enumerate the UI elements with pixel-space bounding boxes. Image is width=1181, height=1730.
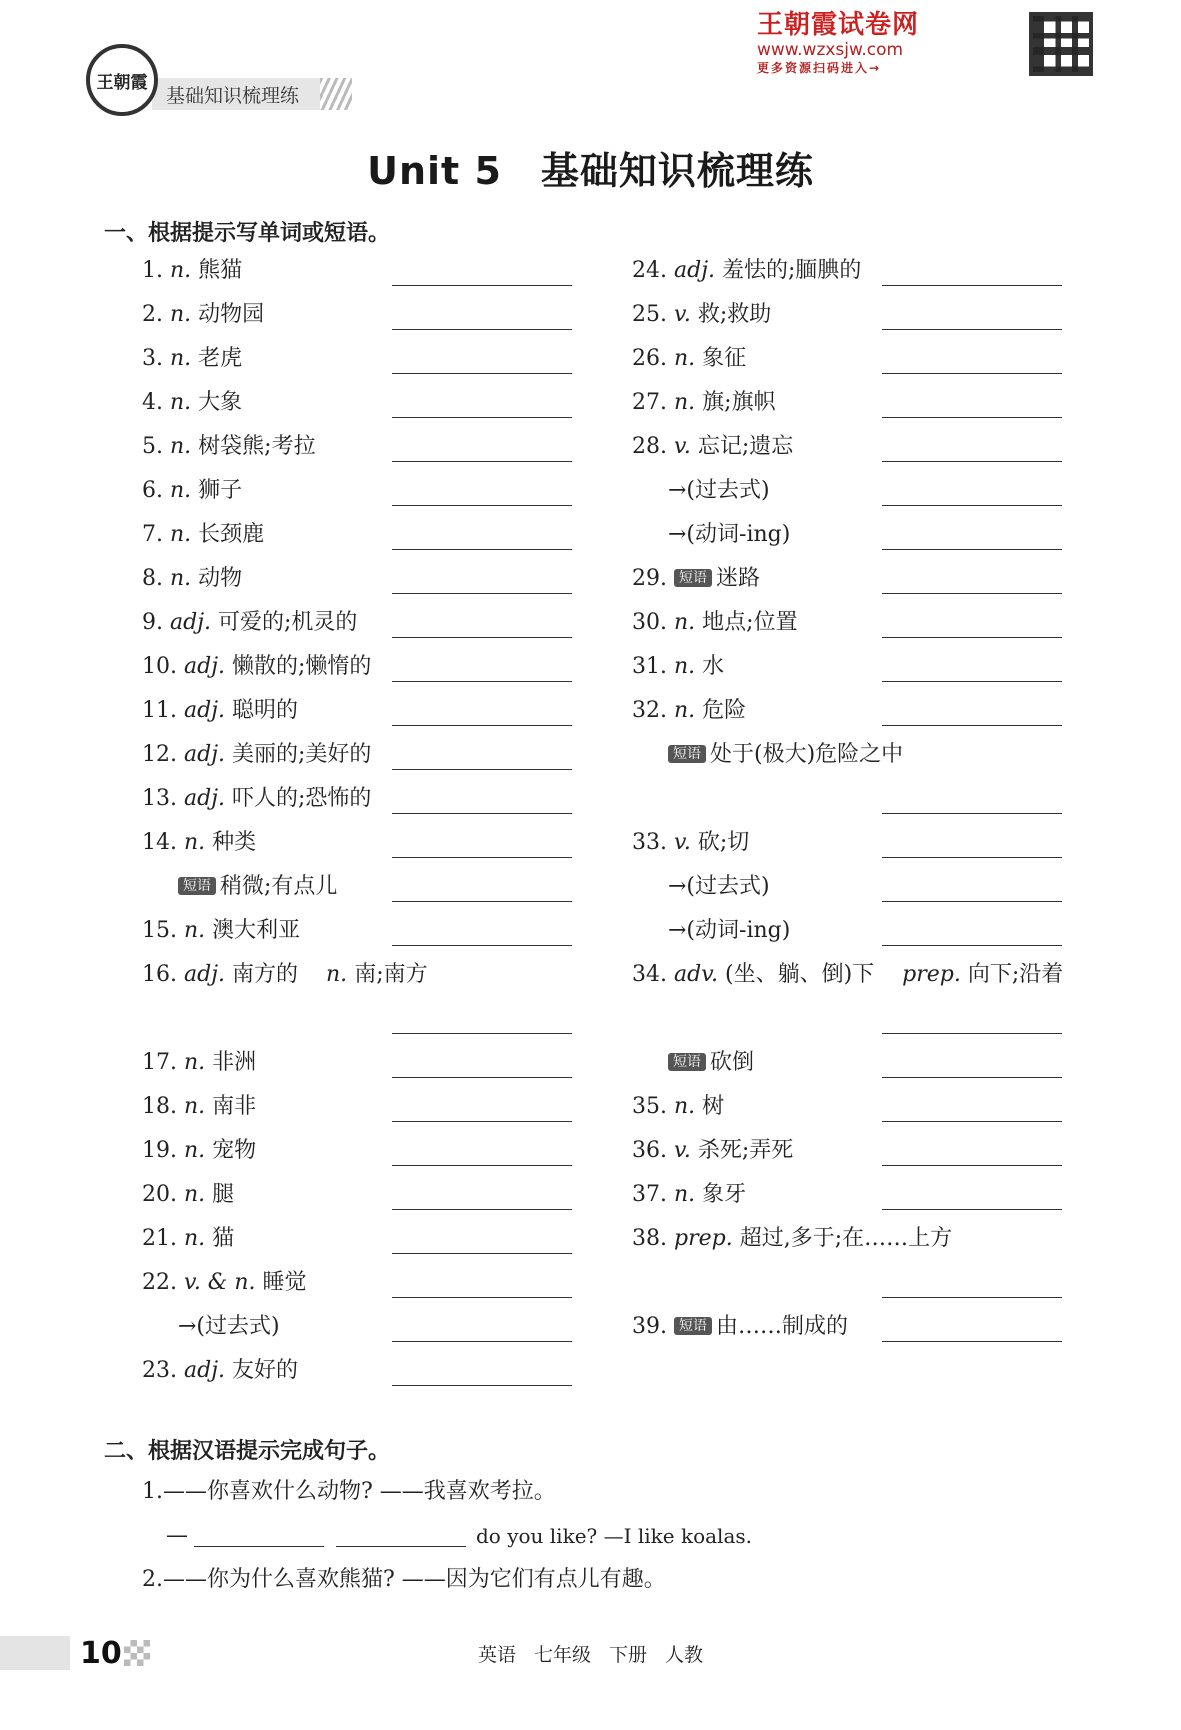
- answer-blank[interactable]: [392, 637, 572, 638]
- answer-blank[interactable]: [882, 1077, 1062, 1078]
- item-hint: 吓人的;恐怖的: [232, 786, 372, 811]
- answer-blank[interactable]: [882, 329, 1062, 330]
- part-of-speech: n.: [674, 346, 696, 371]
- item-number: 23.: [142, 1358, 177, 1383]
- q1-number: 1.: [142, 1479, 163, 1504]
- answer-blank[interactable]: [882, 1341, 1062, 1342]
- answer-blank[interactable]: [882, 813, 1062, 814]
- part-of-speech: v.: [674, 830, 691, 855]
- right-item: [668, 477, 770, 505]
- answer-blank[interactable]: [392, 549, 572, 550]
- answer-blank[interactable]: [392, 769, 572, 770]
- left-item: [142, 917, 300, 945]
- answer-blank[interactable]: [882, 637, 1062, 638]
- item-number: 32.: [632, 698, 667, 723]
- answer-blank[interactable]: [882, 417, 1062, 418]
- answer-blank[interactable]: [392, 417, 572, 418]
- section2-q2: [142, 1566, 666, 1594]
- item-hint: 由……制成的: [716, 1314, 849, 1339]
- answer-blank[interactable]: [392, 945, 572, 946]
- part-of-speech: v. & n.: [184, 1270, 256, 1295]
- left-item: [142, 653, 371, 681]
- item-hint: 超过,多于;在……上方: [739, 1226, 953, 1251]
- left-item: [142, 1357, 298, 1385]
- part-of-speech-2: prep.: [902, 962, 961, 987]
- part-of-speech: adj.: [170, 610, 212, 635]
- item-number: 25.: [632, 302, 667, 327]
- left-item: [142, 961, 428, 989]
- item-number: 21.: [142, 1226, 177, 1251]
- right-item: [668, 917, 790, 945]
- part-of-speech: n.: [674, 390, 696, 415]
- item-number: 22.: [142, 1270, 177, 1295]
- q2-number: 2.: [142, 1567, 163, 1592]
- item-hint: 狮子: [198, 478, 243, 503]
- item-hint: 危险: [702, 698, 747, 723]
- answer-blank[interactable]: [882, 1121, 1062, 1122]
- item-number: 35.: [632, 1094, 667, 1119]
- item-hint: 忘记;遗忘: [697, 434, 794, 459]
- part-of-speech: n.: [184, 830, 206, 855]
- answer-blank[interactable]: [882, 857, 1062, 858]
- left-item: [142, 345, 242, 373]
- q1-prompt: ——你喜欢什么动物? ——我喜欢考拉。: [163, 1479, 556, 1504]
- left-item: [142, 1093, 256, 1121]
- item-hint: 聪明的: [232, 698, 299, 723]
- item-hint: 睡觉: [262, 1270, 307, 1295]
- answer-blank[interactable]: [392, 285, 572, 286]
- item-hint: →(过去式): [178, 1314, 280, 1339]
- left-item: [142, 1181, 234, 1209]
- left-item: [142, 257, 242, 285]
- part-of-speech: n.: [170, 302, 192, 327]
- answer-blank[interactable]: [392, 1385, 572, 1386]
- item-hint: 树: [702, 1094, 725, 1119]
- item-hint: 迷路: [716, 566, 761, 591]
- footer-book-info: 英语 七年级 下册 人教: [477, 1644, 704, 1666]
- left-item: [142, 389, 242, 417]
- logo-text: 王朝霞: [96, 72, 148, 93]
- item-number: 31.: [632, 654, 667, 679]
- item-hint: (坐、躺、倒)下: [725, 962, 875, 987]
- part-of-speech: n.: [184, 1050, 206, 1075]
- part-of-speech: n.: [674, 1094, 696, 1119]
- item-number: 11.: [142, 698, 177, 723]
- item-hint: 水: [702, 654, 725, 679]
- brand-url[interactable]: www.wzxsjw.com: [756, 40, 904, 60]
- q2-prompt: ——你为什么喜欢熊猫? ——因为它们有点儿有趣。: [163, 1567, 666, 1592]
- qr-code-icon[interactable]: [1029, 12, 1093, 76]
- item-hint: 旗;旗帜: [702, 390, 776, 415]
- answer-blank[interactable]: [882, 373, 1062, 374]
- part-of-speech: n.: [184, 1094, 206, 1119]
- phrase-tag: 短语: [178, 877, 216, 895]
- item-number: 37.: [632, 1182, 667, 1207]
- part-of-speech: prep.: [674, 1226, 733, 1251]
- right-item: [632, 1225, 952, 1253]
- section1-heading: 一、根据提示写单词或短语。: [104, 221, 391, 246]
- publisher-logo: [86, 44, 158, 116]
- item-hint: 地点;位置: [702, 610, 798, 635]
- item-hint: →(过去式): [668, 874, 770, 899]
- left-item: [142, 521, 264, 549]
- answer-blank[interactable]: [882, 1209, 1062, 1210]
- item-hint: 象征: [702, 346, 747, 371]
- part-of-speech: n.: [170, 346, 192, 371]
- answer-blank[interactable]: [882, 285, 1062, 286]
- item-number: 10.: [142, 654, 177, 679]
- answer-blank[interactable]: [392, 1033, 572, 1034]
- answer-blank[interactable]: [392, 1209, 572, 1210]
- right-item: [632, 829, 749, 857]
- item-number: 36.: [632, 1138, 667, 1163]
- item-hint: 猫: [212, 1226, 235, 1251]
- answer-blank[interactable]: [392, 593, 572, 594]
- item-number: 30.: [632, 610, 667, 635]
- brand-block: [757, 10, 919, 76]
- left-item: [178, 1313, 280, 1341]
- q1-dash: —: [166, 1523, 188, 1548]
- part-of-speech: n.: [184, 1226, 206, 1251]
- item-hint: 动物: [198, 566, 243, 591]
- item-hint: 友好的: [232, 1358, 299, 1383]
- part-of-speech: adj.: [184, 1358, 226, 1383]
- item-hint: 砍;切: [697, 830, 750, 855]
- q1-blank-2[interactable]: [336, 1546, 466, 1547]
- right-item: [668, 873, 770, 901]
- page-title: Unit 5 基础知识梳理练: [367, 149, 814, 193]
- answer-blank[interactable]: [882, 725, 1062, 726]
- answer-blank[interactable]: [392, 373, 572, 374]
- right-item: [668, 741, 903, 769]
- answer-blank[interactable]: [392, 1297, 572, 1298]
- item-number: 3.: [142, 346, 163, 371]
- right-item: [632, 1137, 793, 1165]
- answer-blank[interactable]: [882, 1165, 1062, 1166]
- item-number: 24.: [632, 258, 667, 283]
- answer-blank[interactable]: [882, 505, 1062, 506]
- item-hint: 澳大利亚: [212, 918, 301, 943]
- item-number: 20.: [142, 1182, 177, 1207]
- part-of-speech: n.: [674, 1182, 696, 1207]
- q1-english-line: do you like? —I like koalas.: [476, 1524, 752, 1548]
- answer-blank[interactable]: [882, 1033, 1062, 1034]
- answer-blank[interactable]: [882, 593, 1062, 594]
- answer-blank[interactable]: [392, 1077, 572, 1078]
- item-hint: 象牙: [702, 1182, 747, 1207]
- header-tab-label: 基础知识梳理练: [166, 84, 300, 107]
- brand-name: 王朝霞试卷网: [756, 10, 919, 40]
- right-item: [632, 653, 724, 681]
- right-item: [632, 301, 771, 329]
- item-hint: 动物园: [198, 302, 265, 327]
- right-item: [632, 1181, 746, 1209]
- item-number: 17.: [142, 1050, 177, 1075]
- brand-slogan: 更多资源扫码进入→: [756, 61, 882, 75]
- item-hint: →(过去式): [668, 478, 770, 503]
- right-item: [632, 389, 776, 417]
- part-of-speech: v.: [674, 434, 691, 459]
- item-number: 16.: [142, 962, 177, 987]
- item-hint-2: 向下;沿着: [967, 962, 1064, 987]
- item-hint: 可爱的;机灵的: [218, 610, 358, 635]
- left-item: [142, 477, 242, 505]
- right-item: [632, 1313, 848, 1341]
- right-item: [632, 609, 798, 637]
- item-number: 8.: [142, 566, 163, 591]
- item-number: 1.: [142, 258, 163, 283]
- answer-blank[interactable]: [392, 813, 572, 814]
- part-of-speech: n.: [184, 918, 206, 943]
- part-of-speech: v.: [674, 302, 691, 327]
- left-item: [142, 301, 264, 329]
- item-hint: 处于(极大)危险之中: [710, 742, 904, 767]
- part-of-speech: adv.: [674, 962, 719, 987]
- right-item: [632, 257, 861, 285]
- left-item: [142, 1049, 256, 1077]
- left-item: [142, 785, 371, 813]
- item-number: 13.: [142, 786, 177, 811]
- item-hint: 非洲: [212, 1050, 257, 1075]
- answer-blank[interactable]: [392, 1165, 572, 1166]
- item-number: 28.: [632, 434, 667, 459]
- answer-blank[interactable]: [882, 461, 1062, 462]
- item-number: 18.: [142, 1094, 177, 1119]
- left-item: [142, 609, 357, 637]
- left-item: [142, 565, 242, 593]
- part-of-speech: v.: [674, 1138, 691, 1163]
- item-number: 15.: [142, 918, 177, 943]
- item-hint: 树袋熊;考拉: [198, 434, 316, 459]
- part-of-speech: adj.: [184, 654, 226, 679]
- item-number: 34.: [632, 962, 667, 987]
- left-item: [142, 1225, 234, 1253]
- part-of-speech: n.: [170, 478, 192, 503]
- part-of-speech-2: n.: [326, 962, 348, 987]
- right-item: [632, 1093, 724, 1121]
- item-hint: 砍倒: [710, 1050, 755, 1075]
- right-item: [668, 521, 790, 549]
- right-item: [668, 1049, 754, 1077]
- item-hint: 种类: [212, 830, 257, 855]
- item-number: 14.: [142, 830, 177, 855]
- item-hint: 老虎: [198, 346, 243, 371]
- page-number: 10: [80, 1636, 122, 1671]
- item-hint: 稍微;有点儿: [220, 874, 338, 899]
- part-of-speech: adj.: [184, 786, 226, 811]
- phrase-tag: 短语: [674, 569, 712, 587]
- item-hint: 美丽的;美好的: [232, 742, 372, 767]
- answer-blank[interactable]: [882, 549, 1062, 550]
- answer-blank[interactable]: [392, 681, 572, 682]
- part-of-speech: n.: [184, 1138, 206, 1163]
- part-of-speech: n.: [170, 258, 192, 283]
- part-of-speech: n.: [674, 698, 696, 723]
- right-item: [632, 345, 746, 373]
- right-item: [632, 961, 1063, 989]
- item-number: 5.: [142, 434, 163, 459]
- answer-blank[interactable]: [392, 1341, 572, 1342]
- header-stripes-decoration: [320, 78, 352, 110]
- item-number: 12.: [142, 742, 177, 767]
- item-number: 39.: [632, 1314, 667, 1339]
- answer-blank[interactable]: [392, 1121, 572, 1122]
- item-hint: 长颈鹿: [198, 522, 265, 547]
- part-of-speech: n.: [184, 1182, 206, 1207]
- part-of-speech: n.: [674, 610, 696, 635]
- right-item: [632, 433, 793, 461]
- answer-blank[interactable]: [882, 1297, 1062, 1298]
- item-hint: 大象: [198, 390, 243, 415]
- answer-blank[interactable]: [392, 725, 572, 726]
- part-of-speech: adj.: [674, 258, 716, 283]
- item-hint: →(动词-ing): [668, 918, 791, 943]
- phrase-tag: 短语: [674, 1317, 712, 1335]
- item-number: 6.: [142, 478, 163, 503]
- left-item: [142, 697, 298, 725]
- answer-blank[interactable]: [392, 1253, 572, 1254]
- part-of-speech: n.: [170, 566, 192, 591]
- left-item: [142, 433, 316, 461]
- answer-blank[interactable]: [882, 681, 1062, 682]
- part-of-speech: n.: [170, 434, 192, 459]
- item-number: 27.: [632, 390, 667, 415]
- part-of-speech: adj.: [184, 742, 226, 767]
- answer-blank[interactable]: [392, 857, 572, 858]
- left-item: [178, 873, 337, 901]
- item-number: 4.: [142, 390, 163, 415]
- left-item: [142, 1269, 307, 1297]
- item-number: 7.: [142, 522, 163, 547]
- item-hint: →(动词-ing): [668, 522, 791, 547]
- item-hint: 羞怯的;腼腆的: [722, 258, 862, 283]
- answer-blank[interactable]: [882, 945, 1062, 946]
- item-number: 38.: [632, 1226, 667, 1251]
- answer-blank[interactable]: [882, 901, 1062, 902]
- part-of-speech: adj.: [184, 962, 226, 987]
- left-item: [142, 1137, 256, 1165]
- item-hint: 宠物: [212, 1138, 257, 1163]
- answer-blank[interactable]: [392, 505, 572, 506]
- item-number: 19.: [142, 1138, 177, 1163]
- item-number: 26.: [632, 346, 667, 371]
- phrase-tag: 短语: [668, 745, 706, 763]
- part-of-speech: n.: [170, 522, 192, 547]
- answer-blank[interactable]: [392, 461, 572, 462]
- answer-blank[interactable]: [392, 901, 572, 902]
- right-item: [632, 697, 746, 725]
- item-number: 2.: [142, 302, 163, 327]
- right-item: [632, 565, 760, 593]
- item-number: 9.: [142, 610, 163, 635]
- item-number: 29.: [632, 566, 667, 591]
- item-number: 33.: [632, 830, 667, 855]
- section2-heading: 二、根据汉语提示完成句子。: [104, 1439, 391, 1464]
- part-of-speech: n.: [170, 390, 192, 415]
- left-item: [142, 741, 371, 769]
- item-hint: 腿: [212, 1182, 235, 1207]
- part-of-speech: adj.: [184, 698, 226, 723]
- q1-blank-1[interactable]: [194, 1546, 324, 1547]
- section2-q1: [142, 1478, 556, 1506]
- item-hint: 救;救助: [697, 302, 772, 327]
- answer-blank[interactable]: [392, 329, 572, 330]
- item-hint: 杀死;弄死: [697, 1138, 794, 1163]
- item-hint: 南方的: [232, 962, 299, 987]
- part-of-speech: n.: [674, 654, 696, 679]
- item-hint: 南非: [212, 1094, 257, 1119]
- phrase-tag: 短语: [668, 1053, 706, 1071]
- item-hint: 懒散的;懒惰的: [232, 654, 372, 679]
- item-hint-2: 南;南方: [354, 962, 428, 987]
- item-hint: 熊猫: [198, 258, 243, 283]
- left-item: [142, 829, 256, 857]
